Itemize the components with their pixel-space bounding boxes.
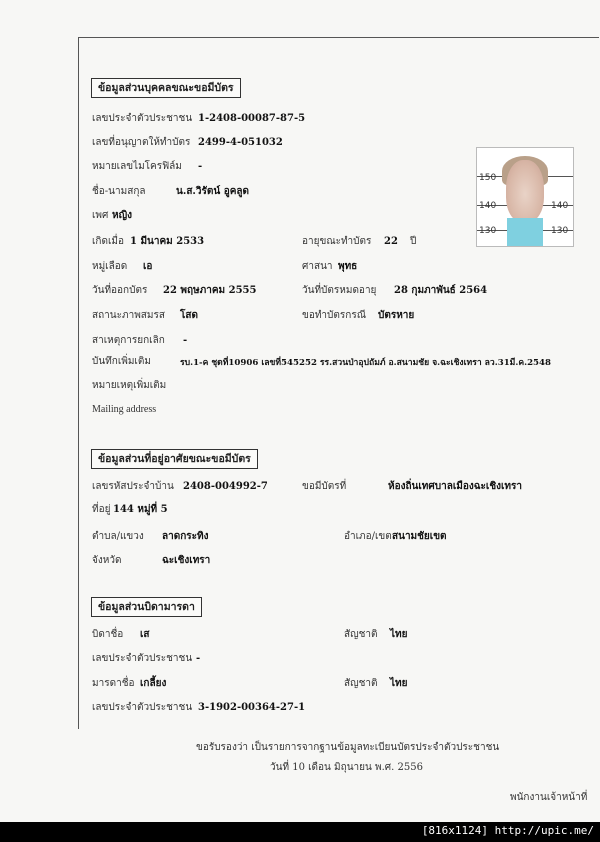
notes-value: รบ.1-ค ชุดที่10906 เลขที่545252 รร.สวนป่าอุปถัมภ์ อ.สนามชัย จ.ฉะเชิงเทรา ลว.31มี.ค.2548: [180, 358, 551, 368]
subdistrict-value: ลาดกระทิง: [162, 531, 209, 542]
mother-value: เกลี้ยง: [140, 678, 167, 689]
district-label: อำเภอ/เขต: [344, 531, 392, 542]
photo-shirt: [507, 218, 543, 246]
age-label: อายุขณะทำบัตร: [302, 236, 372, 247]
issued-at-value: ห้องถิ่นเทศบาลเมืองฉะเชิงเทรา: [388, 481, 522, 492]
watermark-text: [816x1124] http://upic.me/: [421, 824, 594, 837]
photo-ruler-number: 150: [479, 173, 497, 183]
photo-ruler-number: 130: [551, 226, 569, 236]
section-address-title: ข้อมูลส่วนที่อยู่อาศัยขณะขอมีบัตร: [91, 449, 258, 469]
marital-label: สถานะภาพสมรส: [92, 310, 165, 321]
section-parents-title: ข้อมูลส่วนบิดามารดา: [91, 597, 202, 617]
age-unit: ปี: [410, 236, 417, 247]
religion-label: ศาสนา: [302, 261, 333, 272]
certification-date: วันที่ 10 เดือน มิถุนายน พ.ศ. 2556: [270, 762, 423, 773]
name-value: น.ส.วิรัตน์ อูคลูด: [176, 186, 250, 197]
mother-id-label: เลขประจำตัวประชาชน: [92, 702, 193, 713]
province-label: จังหวัด: [92, 555, 122, 566]
marital-value: โสด: [180, 310, 198, 321]
photo-face: [506, 160, 544, 222]
blood-type-label: หมู่เลือด: [92, 261, 128, 272]
sex-label: เพศ: [92, 210, 109, 221]
expiry-value: 28 กุมภาพันธ์ 2564: [394, 285, 488, 296]
mailing-address-label: Mailing address: [92, 404, 157, 415]
address-label: ที่อยู่: [92, 504, 111, 515]
house-code-value: 2408-004992-7: [183, 481, 268, 492]
district-value: สนามชัยเขต: [392, 531, 447, 542]
permit-number-value: 2499-4-051032: [198, 137, 283, 148]
religion-value: พุทธ: [338, 261, 358, 272]
request-case-value: บัตรหาย: [378, 310, 415, 321]
id-photo: [476, 147, 574, 247]
photo-ruler-number: 140: [479, 201, 497, 211]
section-personal-title: ข้อมูลส่วนบุคคลขณะขอมีบัตร: [91, 78, 241, 98]
certification-text: ขอรับรองว่า เป็นรายการจากฐานข้อมูลทะเบียนบัตรประจำตัวประชาชน: [196, 742, 500, 753]
mother-id-value: 3-1902-00364-27-1: [198, 702, 306, 713]
extra-remark-label: หมายเหตุเพิ่มเติม: [92, 380, 167, 391]
officer-title: พนักงานเจ้าหน้าที่: [510, 792, 588, 803]
issue-date-value: 22 พฤษภาคม 2555: [163, 285, 257, 296]
mother-nationality-label: สัญชาติ: [344, 678, 378, 689]
issue-date-label: วันที่ออกบัตร: [92, 285, 148, 296]
house-code-label: เลขรหัสประจำบ้าน: [92, 481, 174, 492]
photo-ruler-number: 140: [551, 201, 569, 211]
mother-nationality-value: ไทย: [390, 678, 408, 689]
blood-type-value: เอ: [143, 261, 153, 272]
father-id-label: เลขประจำตัวประชาชน: [92, 653, 193, 664]
notes-label: บันทึกเพิ่มเติม: [92, 356, 151, 367]
province-value: ฉะเชิงเทรา: [162, 555, 211, 566]
expiry-label: วันที่บัตรหมดอายุ: [302, 285, 377, 296]
father-nationality-value: ไทย: [390, 629, 408, 640]
birthdate-value: 1 มีนาคม 2533: [130, 236, 205, 247]
request-case-label: ขอทำบัตรกรณี: [302, 310, 366, 321]
photo-ruler-number: 130: [479, 226, 497, 236]
father-id-value: -: [196, 653, 201, 664]
mother-label: มารดาชื่อ: [92, 678, 135, 689]
microfilm-label: หมายเลขไมโครฟิล์ม: [92, 161, 182, 172]
microfilm-value: -: [198, 161, 203, 172]
name-label: ชื่อ-นามสกุล: [92, 186, 146, 197]
subdistrict-label: ตำบล/แขวง: [92, 531, 144, 542]
sex-value: หญิง: [112, 210, 132, 221]
father-nationality-label: สัญชาติ: [344, 629, 378, 640]
age-value: 22: [384, 236, 398, 247]
address-value: 144 หมู่ที่ 5: [113, 504, 168, 515]
cancel-reason-value: -: [183, 335, 188, 346]
id-number-value: 1-2408-00087-87-5: [198, 113, 306, 124]
permit-number-label: เลขที่อนุญาตให้ทำบัตร: [92, 137, 191, 148]
father-value: เส: [140, 629, 150, 640]
cancel-reason-label: สาเหตุการยกเลิก: [92, 335, 165, 346]
id-number-label: เลขประจำตัวประชาชน: [92, 113, 193, 124]
birthdate-label: เกิดเมื่อ: [92, 236, 124, 247]
father-label: บิดาชื่อ: [92, 629, 124, 640]
issued-at-label: ขอมีบัตรที่: [302, 481, 347, 492]
